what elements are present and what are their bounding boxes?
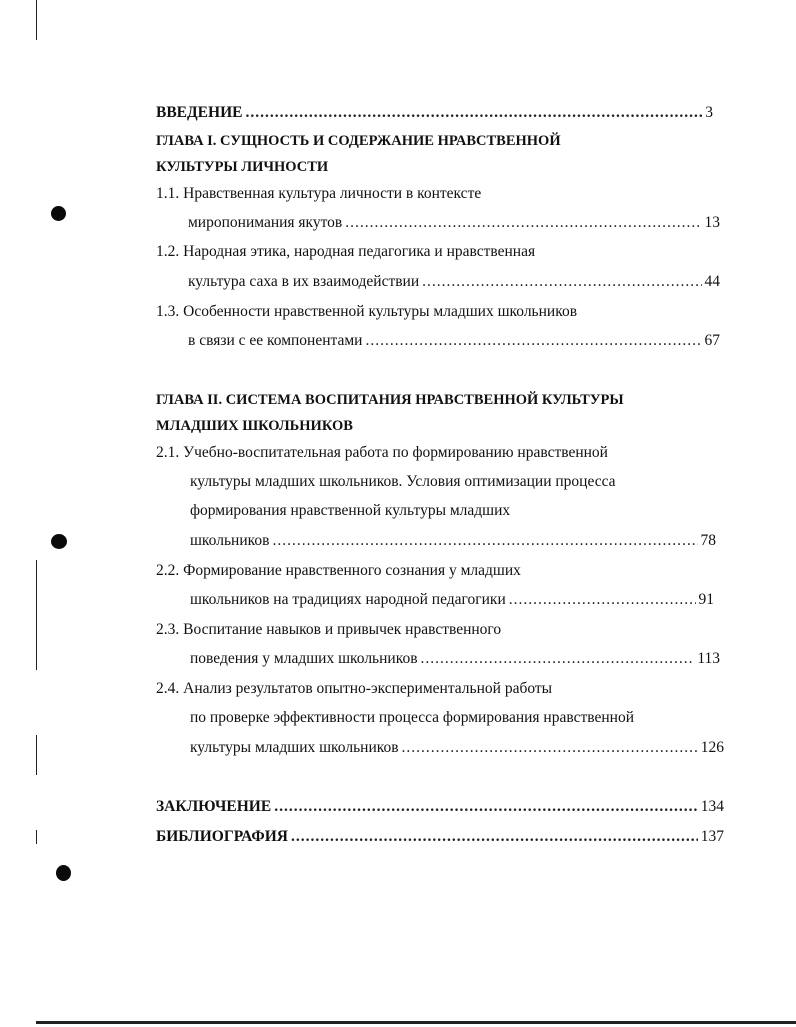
section-2-1-title-cont: культуры младших школьников. Условия оптимизации процесса [190, 473, 616, 490]
toc-page-number: 126 [700, 739, 724, 756]
toc-page-number: 113 [697, 650, 720, 667]
dot-leader [509, 590, 696, 610]
scan-edge-line-left [36, 560, 37, 670]
toc-entry-title: культуры младших школьников [190, 739, 399, 756]
scan-edge-line-left-2 [36, 735, 37, 775]
toc-entry-title: ВВЕДЕНИЕ [156, 104, 243, 121]
toc-entry-title: БИБЛИОГРАФИЯ [156, 828, 288, 845]
toc-entry-section-2-1[interactable] [190, 531, 716, 551]
section-2-1-title-cont-2: формирования нравственной культуры младших [190, 502, 511, 519]
toc-page-number: 134 [700, 798, 724, 815]
dot-leader [422, 272, 701, 292]
toc-entry-bibliography[interactable] [156, 827, 724, 847]
dot-leader [272, 531, 697, 551]
toc-entry-section-2-3[interactable] [190, 649, 720, 669]
toc-page-number: 78 [700, 532, 716, 549]
punch-hole-mark-1 [51, 206, 66, 221]
dot-leader [245, 103, 702, 123]
section-2-4-title-cont: по проверке эффективности процесса формирования нравственной [190, 709, 634, 726]
scan-edge-line-left-top [36, 0, 37, 40]
punch-hole-mark-2 [51, 534, 67, 549]
toc-entry-intro[interactable] [156, 103, 713, 123]
section-2-4-title: 2.4. Анализ результатов опытно-экспериментальной работы [156, 680, 553, 697]
section-2-1-title: 2.1. Учебно-воспитательная работа по формированию нравственной [156, 444, 608, 461]
toc-entry-title: школьников на традициях народной педагогики [190, 591, 506, 608]
chapter-1-heading: ГЛАВА I. СУЩНОСТЬ И СОДЕРЖАНИЕ НРАВСТВЕННОЙ [156, 133, 561, 149]
scan-edge-line-bottom [36, 1021, 796, 1024]
toc-page-number: 137 [700, 828, 724, 845]
section-2-2-title: 2.2. Формирование нравственного сознания у младших [156, 562, 521, 579]
toc-entry-title: культура саха в их взаимодействии [188, 273, 420, 290]
dot-leader [365, 331, 701, 351]
dot-leader [345, 213, 701, 233]
punch-hole-mark-3 [56, 865, 71, 881]
section-1-3-title: 1.3. Особенности нравственной культуры младших школьников [156, 303, 578, 320]
toc-page-number: 91 [698, 591, 714, 608]
chapter-1-heading-cont: КУЛЬТУРЫ ЛИЧНОСТИ [156, 159, 329, 175]
section-2-3-title: 2.3. Воспитание навыков и привычек нравственного [156, 621, 502, 638]
toc-entry-title: поведения у младших школьников [190, 650, 418, 667]
dot-leader [421, 649, 695, 669]
dot-leader [402, 738, 698, 758]
toc-entry-section-1-1[interactable] [188, 213, 720, 233]
chapter-2-heading-cont: МЛАДШИХ ШКОЛЬНИКОВ [156, 418, 353, 434]
dot-leader [291, 827, 698, 847]
toc-page-number: 3 [705, 104, 713, 121]
toc-entry-section-1-3[interactable] [188, 331, 720, 351]
dot-leader [274, 797, 698, 817]
toc-page-number: 67 [704, 332, 720, 349]
chapter-2-heading: ГЛАВА II. СИСТЕМА ВОСПИТАНИЯ НРАВСТВЕННОЙ КУЛЬТУРЫ [156, 392, 624, 408]
toc-entry-section-2-2[interactable] [190, 590, 714, 610]
toc-entry-title: школьников [190, 532, 270, 549]
toc-page-number: 44 [704, 273, 720, 290]
toc-entry-title: миропонимания якутов [188, 214, 343, 231]
section-1-1-title: 1.1. Нравственная культура личности в контексте [156, 185, 482, 202]
toc-entry-section-2-4[interactable] [190, 738, 724, 758]
toc-entry-conclusion[interactable] [156, 797, 724, 817]
toc-entry-title: в связи с ее компонентами [188, 332, 363, 349]
toc-entry-title: ЗАКЛЮЧЕНИЕ [156, 798, 272, 815]
toc-page-number: 13 [704, 214, 720, 231]
section-1-2-title: 1.2. Народная этика, народная педагогика и нравственная [156, 243, 536, 260]
scan-edge-line-left-3 [36, 830, 37, 844]
toc-entry-section-1-2[interactable] [188, 272, 720, 292]
